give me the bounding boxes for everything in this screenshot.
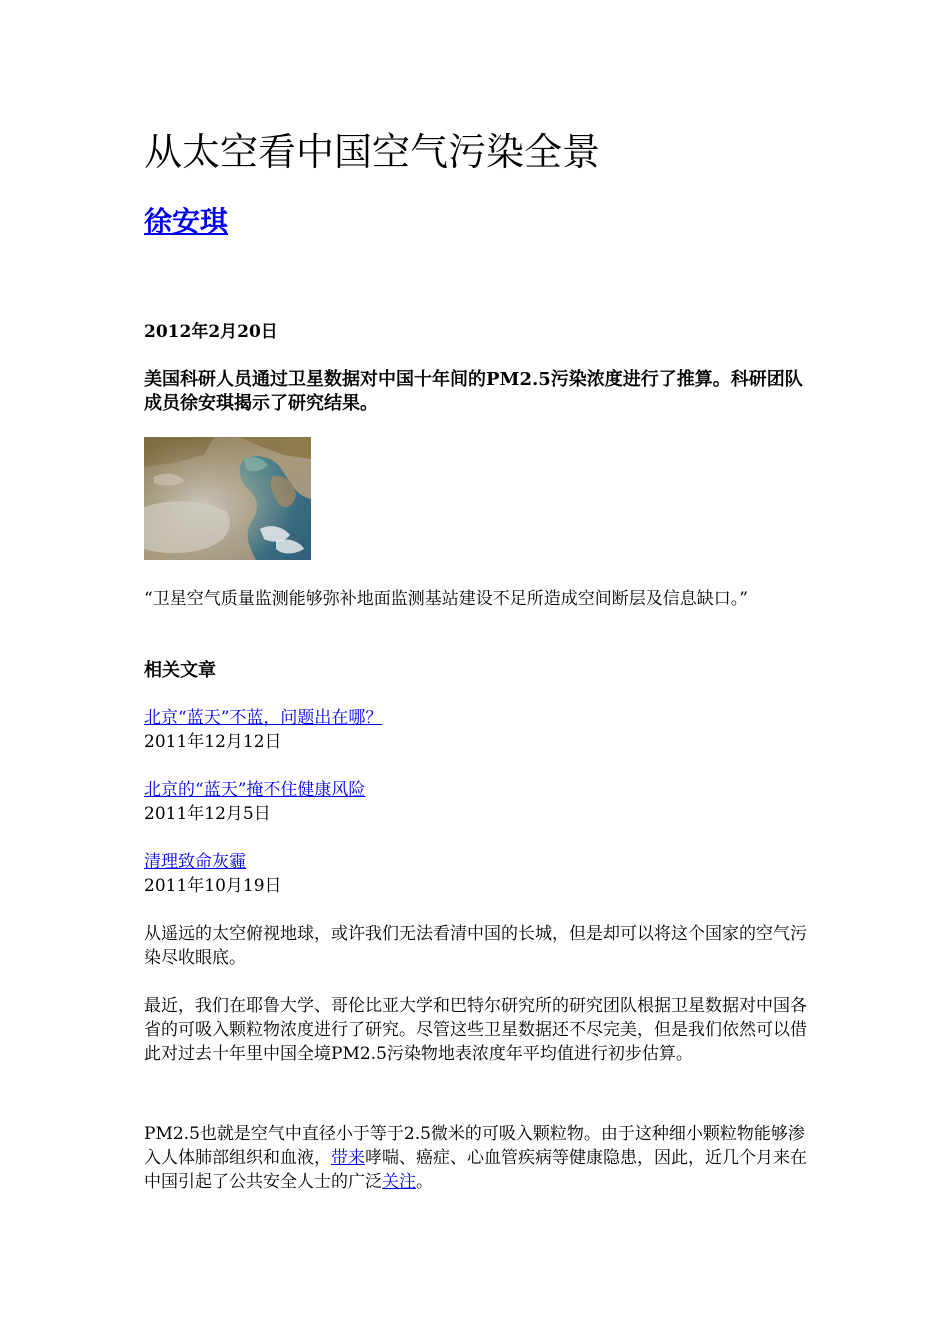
- article-title: 从太空看中国空气污染全景: [144, 130, 601, 174]
- body-paragraph: [144, 1122, 808, 1194]
- author-link[interactable]: 徐安琪: [144, 205, 229, 238]
- publish-date: 2012年2月20日: [144, 322, 278, 342]
- article-standfirst: 美国科研人员通过卫星数据对中国十年间的PM2.5污染浓度进行了推算。科研团队成员徐安琪揭示了研究结果。: [144, 369, 803, 414]
- related-article: [144, 706, 382, 754]
- inline-link-bring[interactable]: 带来: [331, 1148, 365, 1168]
- related-article: [144, 778, 365, 826]
- related-article-date: 2011年10月19日: [144, 876, 282, 896]
- body-text: 哮喘、癌症、心血管疾病等健康隐患，因此，近几个月来在中国引起了公共安全人士的广泛: [144, 1148, 807, 1192]
- satellite-image: [144, 437, 311, 560]
- author-byline: [144, 204, 228, 240]
- related-article-link[interactable]: 清理致命灰霾: [144, 852, 246, 872]
- related-article: [144, 850, 282, 898]
- body-text: PM2.5也就是空气中直径小于等于2.5微米的可吸入颗粒物。由于这种细小颗粒物能够渗入人体肺部组织和血液，: [144, 1124, 805, 1168]
- related-article-date: 2011年12月5日: [144, 804, 271, 824]
- related-article-link[interactable]: 北京的“蓝天”掩不住健康风险: [144, 780, 366, 800]
- related-article-date: 2011年12月12日: [144, 732, 282, 752]
- body-paragraph: 从遥远的太空俯视地球，或许我们无法看清中国的长城，但是却可以将这个国家的空气污染尽收眼底。: [144, 924, 807, 968]
- related-article-link[interactable]: 北京“蓝天”不蓝，问题出在哪？: [144, 708, 383, 728]
- inline-link-attention[interactable]: 关注: [382, 1172, 416, 1192]
- pull-quote: “卫星空气质量监测能够弥补地面监测基站建设不足所造成空间断层及信息缺口。”: [144, 589, 748, 609]
- body-paragraph: 最近，我们在耶鲁大学、哥伦比亚大学和巴特尔研究所的研究团队根据卫星数据对中国各省的可吸入颗粒物浓度进行了研究。尽管这些卫星数据还不尽完美，但是我们依然可以借此对过去十年里中国全境PM2.5污染物地表浓度年平均值进行初步估算。: [144, 996, 807, 1064]
- body-text: 。: [416, 1172, 433, 1192]
- related-articles-heading: 相关文章: [144, 660, 216, 681]
